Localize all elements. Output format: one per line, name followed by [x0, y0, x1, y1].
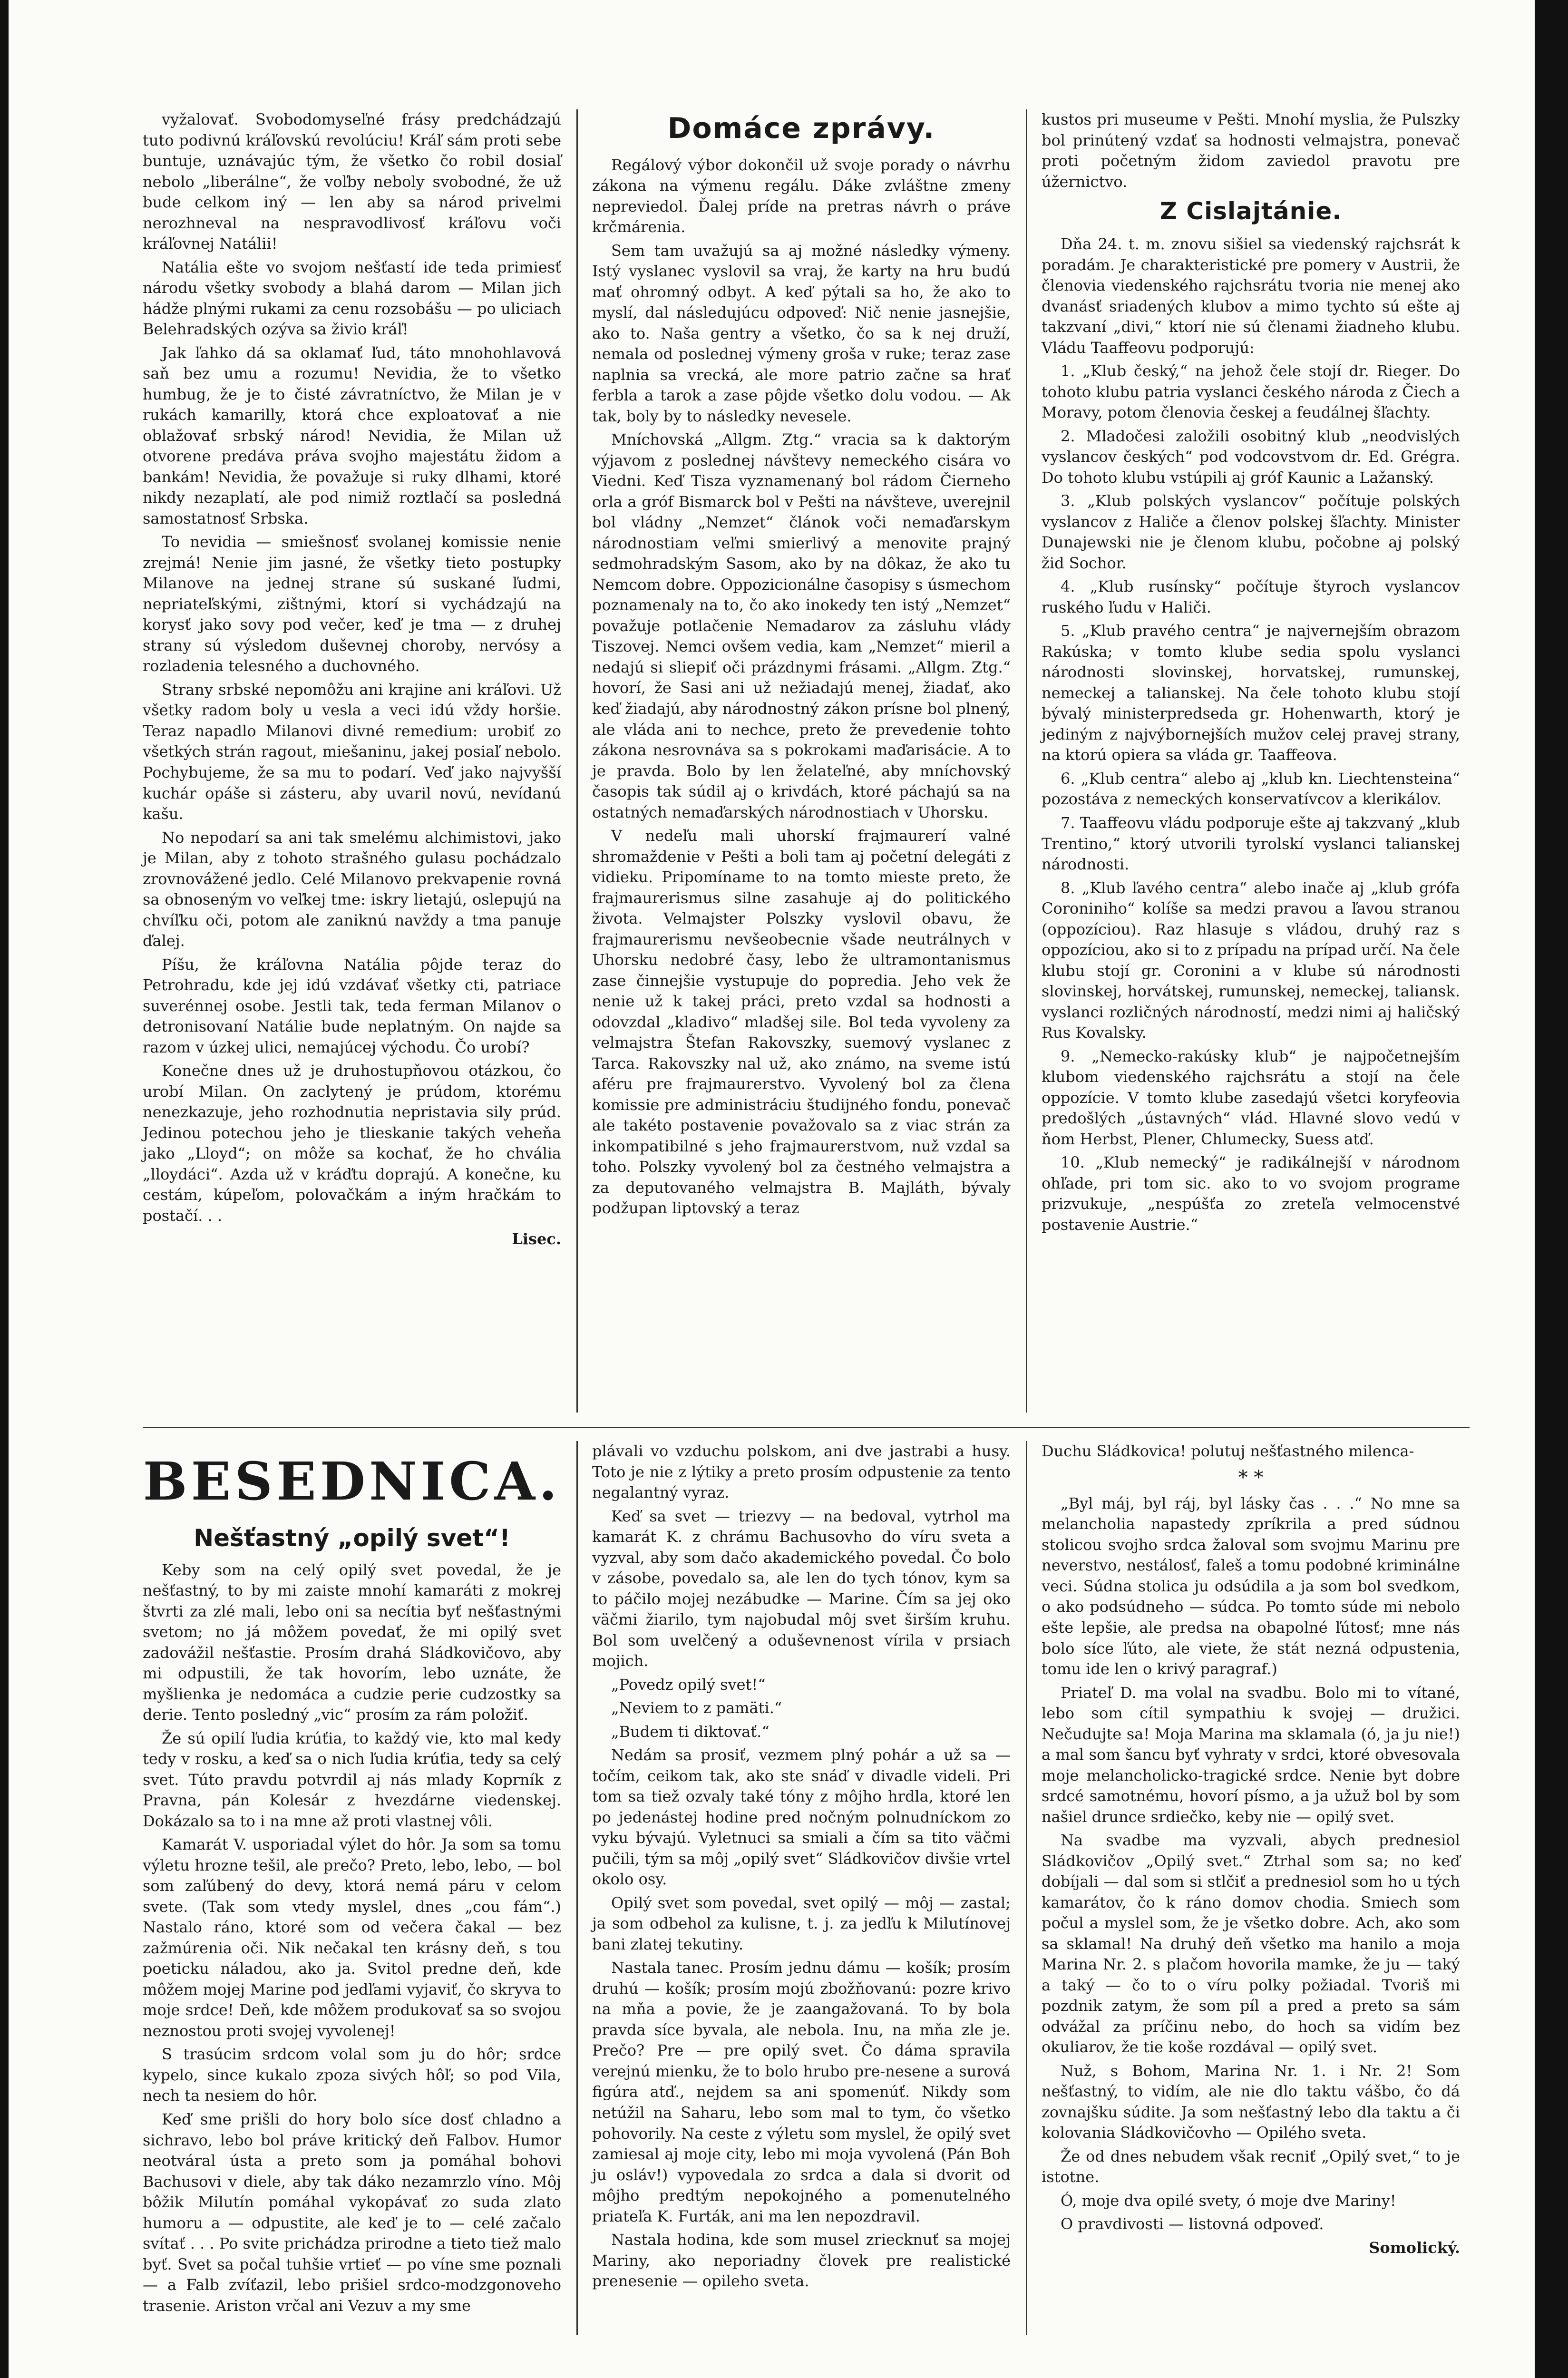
feuilleton-divider [143, 1427, 1470, 1428]
top-column-3 [1042, 109, 1460, 1238]
story-paragraph: Že od dnes nebudem však recniť „Opilý svet,“ to je istotne. [1042, 2147, 1460, 2186]
story-signature: Somolický. [1369, 2238, 1460, 2257]
col2-paragraph: Sem tam uvažujú sa aj možné následky výmeny. Istý vyslanec vyslovil sa vraj, že karty na hru budú mať ohromný odbyt. A keď pýtali sa ho, že ako to myslí, dal následujúcu odpoveď: Nič nenie jasnejšie, ako to. Naša gentry a všetko, čo sa k nej druží, nemala od poslednej výmeny groša v ruke; teraz zase naplnia sa vrecká, ale more patrio začne sa hrať ferbla a tarok a zase pôjde všetko dolu vodou. — Ak tak, boly by to následky nevesele. [592, 241, 1011, 425]
column-divider [576, 1441, 578, 2335]
section-stars: * * [1238, 1466, 1264, 1489]
story-paragraph: „Byl máj, byl ráj, byl lásky čas . . .“ No mne sa melancholia napastedy zpríkrila a pred súdnou stolicou svojho srdca žaloval som svojmu Marinu pre neverstvo, nestálosť, faleš a tomu podobné kriminálne veci. Súdna stolica ju odsúdila a ja som bol svedkom, o ako podsúdneho — súdca. Po tomto súde mi nebolo ešte lepšie, ale predsa na obapolné ľútosť; mne nás bolo síce ľúto, ale viete, že stát nezná odpustenia, tomu ide len o krivý paragraf.) [1042, 1494, 1460, 1678]
story-paragraph: Keby som na celý opilý svet povedal, že je nešťastný, to by mi zaiste mnohí kamaráti z mokrej štvrti za zlé mali, lebo oni sa necítia byť nešťastnými svetom; no já môžem povedať, že mi opilý svet zadovážil nešťastie. Prosím drahá Sládkovičovo, aby mi odpustili, že tak hovorím, lebo uznáte, že myšlienka je nedomácа a cudzie perie cudzostky sa derie. Tento posledný „vic“ prosím za rám položiť. [143, 1560, 561, 1724]
feuilleton-column-1 [143, 1441, 561, 2319]
col1-paragraph: Jak ľahko dá sa oklamať ľud, táto mnohohlavová saň bez umu a rozumu! Nevidia, že to všetko humbug, že je to čisté závratníctvo, že Milan je v rukách kamarilly, ktorá chce exploatovať a nie oblažovať srbský národ! Nevidia, že Milan už otvorene predáva práva svojho majestátu židom a bankám! Nevidia, že považuje si ruky dlhami, ktoré nikdy nezaplatí, ale pod nimiž roztlačí sa posledná samostatnosť Srbska. [143, 343, 561, 527]
col1-paragraph: vyžalovať. Svobodomyseľné frásy predchádzajú tuto podivnú kráľovskú revolúciu! Kráľ sám proti sebe buntuje, uznávajúc tým, že všetko čo robil dosiaľ nebolo „liberálne“, že voľby neboly svobodné, že už bude celkom iný — len aby sa národ privelmi nerozhneval na nespravodlivosť kráľovu voči kráľovnej Natálii! [143, 110, 561, 253]
club-item: 6. „Klub centra“ alebo aj „klub kn. Liechtensteina“ pozostáva z nemeckých konservatívcov a klerikálov. [1042, 769, 1460, 809]
col1-paragraph: Konečne dnes už je druhostupňovou otázkou, čo urobí Milan. On zaclytený je prúdom, ktorému nenezkazuje, jeho rozhodnutia nepristavia sily prúd. Jedinou potechou jeho je tlieskanie takých veheňa jako „Lloyd“; on môže sa kochať, že ho chváliа „lloydáci“. Azda už v kráďtu doprajú. A konečne, ku cestám, kúpeľom, polovačkám a iným hračkám to postačí. . . [143, 1062, 561, 1225]
club-item: 4. „Klub rusínsky“ počítuje štyroch vyslancov ruského ľudu v Haliči. [1042, 577, 1460, 616]
col3-intro: kustos pri museume v Pešti. Mnohí myslia, že Pulszky bol prinútený vzdať sa hodnosti velmajstra, ponevač proti početným židom zaviedol pravotu pre úžernictvo. [1042, 110, 1460, 191]
col1-paragraph: Strany srbské nepomôžu ani krajine ani kráľovi. Už všetky radom boly u vesla a veci idú vždy horšie. Teraz napadlo Milanovi divné remedium: urobiť zo všetkých strán ragout, miešaninu, jakej posiaľ nebolo. Pochybujeme, že sa mu to podarí. Veď jako najvyšší kuchár opáše si zásteru, aby uvaril novú, nevídanú kašu. [143, 680, 561, 823]
story-paragraph: Nastala tanec. Prosím jednu dámu — košík; prosím druhú — košík; prosím mojú zbožňovanú: pozre krivo na mňa a povie, že je zaangažovaná. To by bola pravda síce byvala, ale nebola. Inu, na mňa zle je. Prečo? Pre — pre opilý svet. Čo dáma spravila verejnú mienku, že to bolo hrubo pre-nesene a surová figúra atď., nejdem sa ani spomenúť. Nikdy som netúžil na Saharu, lebo som mal to tym, čo všetko pohovorily. Na ceste z výletu som myslel, že opilý svet zamiesal aj moje city, lebo mi moja vyvolená (Pán Boh ju osláv!) vypovedala zo srdca a dala si dvorit od môjho predtým nepokojného a pomenutelného priateľa K. Furták, ani ma len nepozdravil. [592, 1959, 1011, 2225]
club-item: 9. „Nemecko-rakúsky klub“ je najpočetnejším klubom viedenského rajchsrátu a stojí na čele oppozície. V tomto klube zasedajú všetci koryfeovia predošlých „ústavných“ vlád. Hlavné slovo vedú v ňom Herbst, Plener, Chlumecky, Suess atď. [1042, 1047, 1460, 1148]
story-paragraph: Opilý svet som povedal, svet opilý — môj — zastal; ja som odbehol za kulisne, t. j. za jedľu k Milutínovej bani zlatej tekutiny. [592, 1893, 1011, 1953]
scan-right-edge [1535, 0, 1568, 2378]
club-item: 10. „Klub nemecký“ je radikálnejší v národnom ohľade, pri tom sic. ako to vo svojom programe prizvukuje, „nespúšťa zo zreteľa velmocenstvé postavenie Austrie.“ [1042, 1153, 1460, 1234]
top-column-1 [143, 109, 561, 1250]
story-paragraph: Keď sme prišli do hory bolo síce dosť chladno a sichravo, lebo bol práve kritický deň Falbov. Humor neotváral ústa a preto som ja pomáhal bohovi Bachusovi v diele, aby tak dáko nezamrzlo víno. Môj bôžik Milutín pomáhal vykopávať zo suda zlato humoru a — odpustite, ale keď je to — celé začalo svítať . . . Po svite prichádza prirodne a tieto tiež malo byť. Svet sa počal tuhšie vrtieť — po víne sme poznali — a Falb zvíťazil, lebo prišiel srdco-modzgonoveho trasenie. Ariston vrčal ani Vezuv a my sme [143, 2110, 561, 2315]
col3-paragraph: Dňa 24. t. m. znovu sišiel sa viedenský rajchsrát k poradám. Je charakteristické pre pomery v Austrii, že členovia viedenského rajchsrátu tvoria nie menej ako dvanásť sriadených klubov a mimo tychto sú ešte aj takzvaní „divi,“ ktorí nie sú členami žiadneho klubu. Vládu Taaffeovu podporujú: [1042, 235, 1460, 357]
top-column-2 [592, 109, 1011, 1222]
club-item: 8. „Klub ľavého centra“ alebo inače aj „klub grófa Coroniniho“ kolíše sa medzi pravou a ľavou stranou (oppozíciou). Raz hlasuje s vládou, druhý raz s oppozíciou, ako si to z prípadu na prípad určí. Na čele klubu stojí gr. Coronini a v klube sú národnosti slovinskej, horvátskej, rumunskej, nemeckej, taliansk. vyslanci rozličných národností, medzi nimi aj haličský Rus Kovalsky. [1042, 878, 1460, 1042]
story-paragraph: O pravdivosti — listovná odpoveď. [1061, 2215, 1324, 2233]
story-paragraph: Ó, moje dva opilé svety, ó moje dve Mariny! [1061, 2191, 1396, 2210]
scan-left-edge [0, 0, 9, 2378]
cislajtanie-heading: Z Cislajtánie. [1159, 197, 1342, 225]
column-divider [1026, 1441, 1027, 2335]
col1-paragraph: Píšu, že kráľovna Natália pôjde teraz do Petrohradu, kde jej idú vzdávať všetky cti, patriace suverénnej osobe. Jestli tak, teda ferman Milanov o detronisovaní Natálie bude neplatným. On najde sa razom v úzkej ulici, nemajúcej východu. Čo urobí? [143, 955, 561, 1056]
domace-zpravy-heading: Domáce zprávy. [667, 112, 935, 145]
story-paragraph: Priateľ D. ma volal na svadbu. Bolo mi to vítané, lebo som cítil sympathiu k svojej — družici. Nečudujte sa! Moja Marina ma sklamala (ó, ja ju nie!) a mal som šancu byť vyhraty v srdci, ktoré obvesovala moje melancholicko-tragické srdce. Nenie byt dobre srdcé samotnému, hovorí písmo, a ja užuž bol by som našiel drunce srdiečko, keby nie — opilý svet. [1042, 1683, 1460, 1826]
col2-paragraph: V nedeľu mali uhorskí frajmaurerí valné shromaždenie v Pešti a boli tam aj početní delegáti z vidieku. Pripomíname to na tomto mieste preto, že frajmaurerismus silne zasahuje aj do politického života. Velmajster Polszky vyslovil obavu, že frajmaurerismu nevšeobecnie všade neutrálnych v Uhorsku nedobré časy, lebo že ultramontanismus zase činnejšie vystupuje do popredia. Jeho vek že nenie už k takej práci, preto vzdal sa hodnosti a odovzdal „kladivo“ mladšej sile. Bol teda vyvoleny za velmajstra Štefan Rakovszky, suemový vyslanec z Tarca. Rakovszky nal už, ako známo, na sveme istú aféru pre frajmaurerstvo. Vyvolený bol za člena komissie pre administráciu študijného fondu, ponevač ale takéto postavenie považovalo sa z viac strán za inkompatibilné s jeho frajmaurerstvom, nuž vzdal sa toho. Polszky vyvolený bol za čestného velmajstra a za deputovaného velmajstra B. Majláth, bývaly podžupan liptovský a teraz [592, 827, 1011, 1218]
story-paragraph: Nastala hodina, kde som musel zriecknuť sa mojej Mariny, ako neporiadny človek pre realistické prenesenie — opileho sveta. [592, 2231, 1011, 2290]
story-paragraph: S trasúcim srdcom volal som ju do hôr; srdce kypelo, since kukalo zpoza sivých hôľ; so pod Vila, nech ta nesiem do hôr. [143, 2045, 561, 2105]
col1-paragraph: To nevidia — smiešnosť svolanej komissie nenie zrejmá! Nenie jim jasné, že všetky tieto postupky Milanove na jednej strane sú suskané ľudmi, nepriateľskými, zištnými, ktorí si vychádzajú na korysť jako sovy pod večer, keď je tma — z druhej strany sú výsledom duševnej choroby, nervósy a rozladenia telesného a duchovného. [143, 533, 561, 675]
story-paragraph: Keď sa svet — triezvy — na bedoval, vytrhol ma kamarát K. z chrámu Bachusovho do víru sveta a vyzval, aby som dačo akademického povedal. Čo bolo v zásobe, povedalo sa, ale len do tych tónov, kym sa to páčilo mojej nezábudke — Marine. Čím sa jej oko väčmi žiarilo, tym najobudal môj svet širším kruhu. Bol som uvelčený a oduševnenost vírila v prsiach mojich. [592, 1507, 1011, 1670]
story-paragraph: Na svadbe ma vyzvali, abych prednesiol Sládkovičov „Opilý svet.“ Ztrhal som sa; no keď dobíjali — dal som si stlčiť a prednesiol som ho u tých kamarátov, čo k ráno domov chodia. Smiech som počul a myslel som, že je všetko dobre. Ach, ako som sa sklamal! Na druhý deň všetko ma hanilo a moja Marina Nr. 2. s plačom hovorila mamke, že ju — taký a taký — čo to o víru polky požiadal. Tvoriš mi pozdnik zatym, že som píl a pred a preto sa sám odvážal za príčinu nebo, do hoch sa vidím bez okuliarov, že tie koše rozdával — opilý svet. [1042, 1831, 1460, 2056]
col2-paragraph: Regálový výbor dokončil už svoje porady o návrhu zákona na výmenu regálu. Dáke zvláštne zmeny nepreviedol. Ďalej príde na pretras návrh o práve krčmárenia. [592, 156, 1011, 236]
feuilleton-column-3 [1042, 1441, 1460, 2258]
club-item: 1. „Klub český,“ na jehož čele stojí dr. Rieger. Do tohoto klubu patria vyslanci českého národa z Čiech a Moravy, potom členovia českej a feudálnej šľachty. [1042, 362, 1460, 422]
column-divider [1026, 109, 1027, 1413]
story-paragraph: „Neviem to z pamäti.“ [611, 1699, 782, 1717]
story-paragraph: „Budem ti diktovať.“ [611, 1722, 769, 1741]
besednica-heading: BESEDNICA. [143, 1451, 561, 1512]
column-divider [576, 109, 578, 1413]
col2-paragraph: Mníchovská „Allgm. Ztg.“ vracia sa k daktorým výjavom z poslednej návštevy nemeckého cisára vo Viedni. Keď Tisza vyznamenaný bol rádom Čierneho orla a gróf Bismarck bol v Pešti na návšteve, uverejnil bol vládny „Nemzet“ článok voči nemaďarskym národnostiam veľmi smierlivý a menovite prajný sedmohradským Sasom, ako by na dôkaz, že ako tu Nemcom dobre. Oppozicionálne časopisy s úsmechom poznamenaly na to, čo ako inokedy ten istý „Nemzet“ považuje potlačenie Nemadarov za zásluhu vlády Tiszovej. Nemci ovšem vedia, kam „Nemzet“ mieril a nedajú si sliepiť oči prázdnymi frásami. „Allgm. Ztg.“ hovorí, že Sasi ani už nežiadajú menej, žiadať, ako keď žiadajú, aby národnostný zákon prísne bol plnený, ale vláda ani to nechce, preto že prevedenie tohto zákona nesrovnáva sa s pokrokami maďarisácie. A to je pravda. Bolo by len želateľné, aby mníchovský časopis tak súdil aj o krivdách, ktoré páchajú sa na ostatných nemaďarských národnostiach v Uhorsku. [592, 430, 1011, 821]
story-paragraph: Nedám sa prosiť, vezmem plný pohár a už sa — točím, ceikom tak, ako ste snáď v divadle videli. Pri tom sa tiež ozvaly také tóny z môjho hrdla, ktoré len po jedenástej hodine pred nočným polnudníckom zo vyku bývajú. Vyletnuci sa smiali a čím sa tito väčmi pučili, tým sa môj „opilý svet“ Sládkovičov divšie vrtel okolo osy. [592, 1746, 1011, 1889]
col1-signature: Lisec. [512, 1230, 561, 1248]
club-item: 7. Taaffeovu vládu podporuje ešte aj takzvaný „klub Trentino,“ ktorý utvorili tyrolskí vyslanci talianskej národnosti. [1042, 813, 1460, 874]
feuilleton-column-2 [592, 1441, 1011, 2295]
col1-paragraph: No nepodarí sa ani tak smelému alchimistovi, jako je Milan, aby z tohoto strašného gulasu pochádzalo zrovnovážené jedlo. Celé Milanovo prekvapenie rovná sa obnoseným vo veľkej tme: iskry lietajú, oslepujú na chvíľku oči, potom ale zaniknú navždy a tma panuje ďalej. [143, 828, 561, 950]
story-paragraph: Nuž, s Bohom, Marina Nr. 1. i Nr. 2! Som nešťastný, to vidím, ale nie dlo taktu vášbo, čo dá zovnajšku súdite. Ja som nešťastný lebo dla taktu a či kolovania Sládkovičovho — Opilého sveta. [1042, 2061, 1460, 2142]
story-paragraph: Kamarát V. usporiadal výlet do hôr. Ja som sa tomu výletu hrozne tešil, ale prečo? Preto, lebo, lebo, — bol som zaľúbený do devy, ktorá nemá páru v celom svete. (Tak som vtedy myslel, dnes „cou fám“.) Nastalo ráno, ktoré som od večera čakal — bez zažmúrenia oči. Nik nečakal ten krásny deň, s tou poeticku náladou, ako ja. Svitol predne deň, kde môžem mojej Marine pod jedľami vyjaviť, čo skryva to moje srdce! Deň, kde môžem produkovať sa so svojou neznostou proti svojej vyvolenej! [143, 1835, 561, 2040]
story-paragraph: Duchu Sládkovica! polutuj nešťastného milenca- [1042, 1442, 1414, 1460]
story-paragraph: Že sú opilí ľudia krúťia, to každý vie, kto mal kedy tedy v rosku, a keď sa o nich ľudia krúťia, tedy sa celý svet. Túto pravdu potvrdil aj nás mlady Koprník z Pravna, pán Kolesár z hvezdárne viedenskej. Dokázalo sa to i na mne až proti vlastnej vôli. [143, 1729, 561, 1830]
club-item: 5. „Klub pravého centra“ je najvernejším obrazom Rakúska; v tomto klube sedia spolu vyslanci národnosti slovinskej, horvatskej, rumunskej, nemeckej a talianskej. Na čele tohoto klubu stojí bývalý ministerpredseda gr. Hohenwarth, ktorý je jediným z najvýbornejších mužov celej pravej strany, na ktorú opiera sa vláda gr. Taaffeova. [1042, 622, 1460, 764]
club-item: 2. Mladočesi založili osobitný klub „neodvislých vyslancov českých“ pod vodcovstvom dr. Ed. Grégra. Do tohoto klubu vstúpili aj gróf Kaunic a Lažanský. [1042, 427, 1460, 487]
story-title: Nešťastný „opilý svet“! [194, 1524, 510, 1552]
story-paragraph: plávali vo vzduchu polskom, ani dve jastrabi a husy. Toto je nie z lýtiky a preto prosím odpustenie za tento negalantný vyraz. [592, 1442, 1011, 1502]
story-paragraph: „Povedz opilý svet!“ [611, 1675, 766, 1694]
club-item: 3. „Klub polských vyslancov“ počítuje polských vyslancov z Haliče a členov polskej šľachty. Minister Dunajewski nie je členom klubu, počobne aj polský žid Sochor. [1042, 492, 1460, 572]
newspaper-page [143, 109, 1470, 2354]
col1-paragraph: Natália ešte vo svojom nešťastí ide teda primiesť národu všetky svobody a blahá darom — Milan jich hádže plnými rukami za cenu rozsobášu — po uliciach Belehradských ozýva sa živio kráľ! [143, 258, 561, 339]
